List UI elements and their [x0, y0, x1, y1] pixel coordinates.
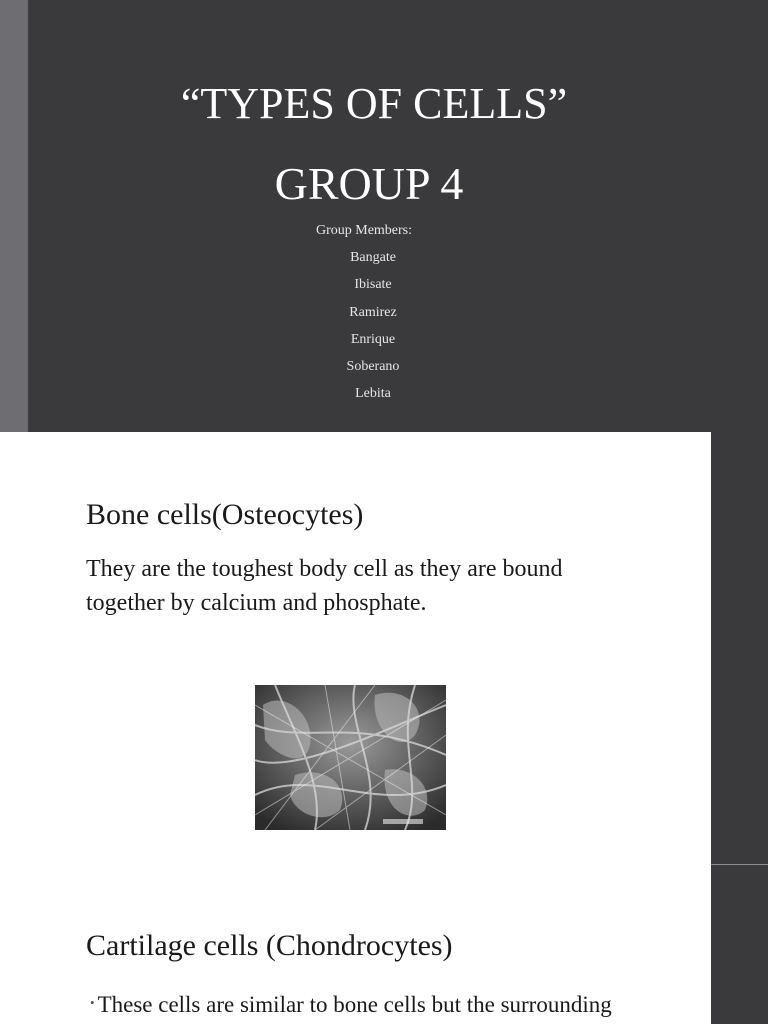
member-name: Lebita: [355, 386, 391, 402]
bone-cells-heading: Bone cells(Osteocytes): [86, 498, 364, 531]
content-slide: [0, 432, 711, 1024]
cartilage-bullet-text: These cells are similar to bone cells but the surrounding: [97, 992, 612, 1017]
member-name: Enrique: [350, 331, 396, 347]
bone-cells-description: They are the toughest body cell as they are bound together by calcium and phosphate.: [86, 556, 563, 616]
slide-title: “TYPES OF CELLS”: [180, 79, 568, 128]
bone-cell-micrograph-image: [255, 685, 446, 830]
member-name: Ibisate: [354, 277, 392, 293]
title-slide: [0, 0, 768, 432]
group-members-list: [0, 222, 746, 408]
member-name: Bangate: [350, 250, 396, 265]
bullet-marker: •: [90, 995, 95, 1010]
cartilage-cells-heading: Cartilage cells (Chondrocytes): [86, 929, 453, 962]
next-slide-edge: [711, 432, 768, 1024]
slide-divider: [711, 864, 768, 865]
slide-subtitle: GROUP 4: [274, 158, 464, 209]
member-name: Soberano: [346, 359, 400, 375]
cartilage-bullet: [90, 992, 612, 1018]
member-name: Ramirez: [349, 304, 397, 320]
group-members-header: Group Members:: [315, 223, 413, 238]
